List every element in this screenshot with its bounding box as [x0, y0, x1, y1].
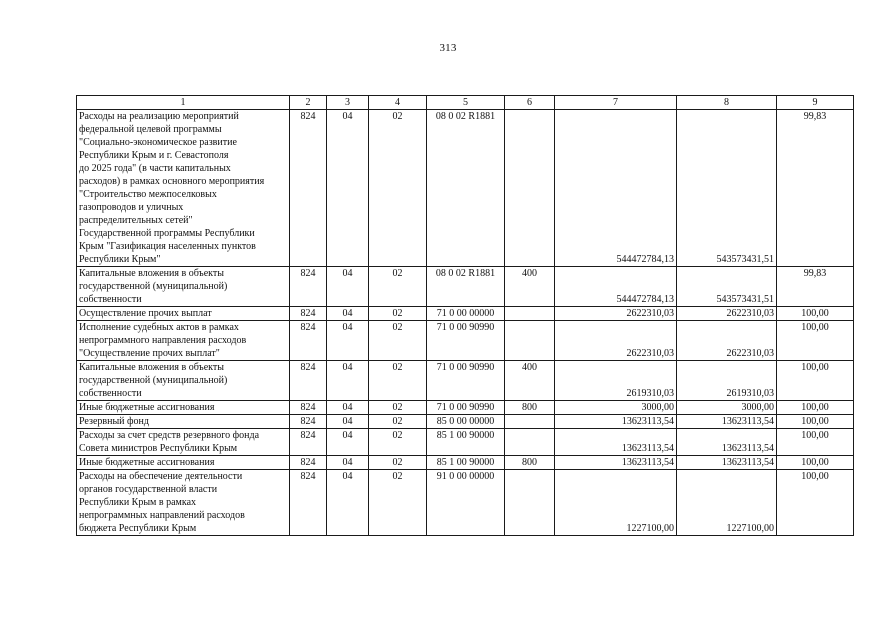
target-article-cell: 71 0 00 90990 [427, 401, 505, 415]
expense-type-cell: 800 [505, 401, 555, 415]
executed-amount-cell: 13623113,54 [677, 415, 777, 429]
target-article-cell: 08 0 02 R1881 [427, 267, 505, 307]
expense-name-cell: Резервный фонд [77, 415, 290, 429]
planned-amount-cell: 2622310,03 [555, 307, 677, 321]
execution-percent-cell: 100,00 [777, 456, 854, 470]
planned-amount-cell: 1227100,00 [555, 470, 677, 536]
planned-amount-cell: 544472784,13 [555, 110, 677, 267]
expense-type-cell [505, 321, 555, 361]
expense-name-cell: Расходы за счет средств резервного фонда Совета министров Республики Крым [77, 429, 290, 456]
expense-type-cell [505, 307, 555, 321]
section-code-cell: 04 [327, 361, 369, 401]
target-article-cell: 71 0 00 90990 [427, 361, 505, 401]
subsection-code-cell: 02 [369, 470, 427, 536]
execution-percent-cell: 100,00 [777, 321, 854, 361]
target-article-cell: 85 1 00 90000 [427, 429, 505, 456]
target-article-cell: 71 0 00 90990 [427, 321, 505, 361]
executed-amount-cell: 2619310,03 [677, 361, 777, 401]
budget-execution-table [76, 95, 854, 536]
column-header: 1 [77, 96, 290, 110]
subsection-code-cell: 02 [369, 456, 427, 470]
expense-name-cell: Расходы на реализацию мероприятий федеральной целевой программы "Социально-экономическое развитие Республики Крым и г. Севастополя до 2025 года" (в части капитальных расходов) в рамках основного мероприятия "Строительство межпоселковых газопроводов и уличных распределительных сетей" Государственной программы Республики Крым "Газификация населенных пунктов Республики Крым" [77, 110, 290, 267]
executed-amount-cell: 543573431,51 [677, 110, 777, 267]
subsection-code-cell: 02 [369, 361, 427, 401]
ministry-code-cell: 824 [290, 307, 327, 321]
table-row [77, 429, 854, 456]
section-code-cell: 04 [327, 456, 369, 470]
table-row [77, 307, 854, 321]
subsection-code-cell: 02 [369, 415, 427, 429]
target-article-cell: 71 0 00 00000 [427, 307, 505, 321]
target-article-cell: 91 0 00 00000 [427, 470, 505, 536]
subsection-code-cell: 02 [369, 401, 427, 415]
execution-percent-cell: 100,00 [777, 401, 854, 415]
executed-amount-cell: 2622310,03 [677, 307, 777, 321]
execution-percent-cell: 100,00 [777, 415, 854, 429]
column-header: 3 [327, 96, 369, 110]
planned-amount-cell: 13623113,54 [555, 415, 677, 429]
column-header: 2 [290, 96, 327, 110]
subsection-code-cell: 02 [369, 110, 427, 267]
executed-amount-cell: 1227100,00 [677, 470, 777, 536]
expense-type-cell [505, 415, 555, 429]
execution-percent-cell: 100,00 [777, 470, 854, 536]
target-article-cell: 08 0 02 R1881 [427, 110, 505, 267]
expense-type-cell: 800 [505, 456, 555, 470]
section-code-cell: 04 [327, 267, 369, 307]
planned-amount-cell: 3000,00 [555, 401, 677, 415]
ministry-code-cell: 824 [290, 401, 327, 415]
expense-name-cell: Расходы на обеспечение деятельности органов государственной власти Республики Крым в рамках непрограммных направлений расходов бюджета Республики Крым [77, 470, 290, 536]
expense-name-cell: Исполнение судебных актов в рамках непрограммного направления расходов "Осуществление прочих выплат" [77, 321, 290, 361]
executed-amount-cell: 2622310,03 [677, 321, 777, 361]
section-code-cell: 04 [327, 307, 369, 321]
expense-type-cell [505, 110, 555, 267]
table-header-row [77, 96, 854, 110]
expense-name-cell: Осуществление прочих выплат [77, 307, 290, 321]
column-header: 6 [505, 96, 555, 110]
table-row [77, 110, 854, 267]
section-code-cell: 04 [327, 401, 369, 415]
section-code-cell: 04 [327, 110, 369, 267]
executed-amount-cell: 3000,00 [677, 401, 777, 415]
ministry-code-cell: 824 [290, 470, 327, 536]
planned-amount-cell: 13623113,54 [555, 456, 677, 470]
expense-name-cell: Иные бюджетные ассигнования [77, 401, 290, 415]
ministry-code-cell: 824 [290, 456, 327, 470]
planned-amount-cell: 2622310,03 [555, 321, 677, 361]
column-header: 7 [555, 96, 677, 110]
ministry-code-cell: 824 [290, 415, 327, 429]
expense-type-cell [505, 470, 555, 536]
page-number: 313 [439, 42, 457, 54]
execution-percent-cell: 99,83 [777, 110, 854, 267]
ministry-code-cell: 824 [290, 110, 327, 267]
expense-type-cell: 400 [505, 267, 555, 307]
table-row [77, 470, 854, 536]
expense-name-cell: Капитальные вложения в объекты государственной (муниципальной) собственности [77, 361, 290, 401]
execution-percent-cell: 99,83 [777, 267, 854, 307]
subsection-code-cell: 02 [369, 267, 427, 307]
planned-amount-cell: 2619310,03 [555, 361, 677, 401]
target-article-cell: 85 1 00 90000 [427, 456, 505, 470]
subsection-code-cell: 02 [369, 321, 427, 361]
section-code-cell: 04 [327, 321, 369, 361]
planned-amount-cell: 544472784,13 [555, 267, 677, 307]
ministry-code-cell: 824 [290, 267, 327, 307]
table-row [77, 321, 854, 361]
column-header: 9 [777, 96, 854, 110]
section-code-cell: 04 [327, 429, 369, 456]
table-row [77, 267, 854, 307]
ministry-code-cell: 824 [290, 361, 327, 401]
executed-amount-cell: 543573431,51 [677, 267, 777, 307]
column-header: 8 [677, 96, 777, 110]
column-header: 4 [369, 96, 427, 110]
execution-percent-cell: 100,00 [777, 307, 854, 321]
section-code-cell: 04 [327, 415, 369, 429]
executed-amount-cell: 13623113,54 [677, 429, 777, 456]
subsection-code-cell: 02 [369, 307, 427, 321]
section-code-cell: 04 [327, 470, 369, 536]
table-row [77, 415, 854, 429]
table-row [77, 361, 854, 401]
column-header: 5 [427, 96, 505, 110]
subsection-code-cell: 02 [369, 429, 427, 456]
ministry-code-cell: 824 [290, 429, 327, 456]
table-row [77, 401, 854, 415]
execution-percent-cell: 100,00 [777, 429, 854, 456]
expense-type-cell: 400 [505, 361, 555, 401]
expense-type-cell [505, 429, 555, 456]
table-row [77, 456, 854, 470]
expense-name-cell: Капитальные вложения в объекты государственной (муниципальной) собственности [77, 267, 290, 307]
planned-amount-cell: 13623113,54 [555, 429, 677, 456]
execution-percent-cell: 100,00 [777, 361, 854, 401]
expense-name-cell: Иные бюджетные ассигнования [77, 456, 290, 470]
executed-amount-cell: 13623113,54 [677, 456, 777, 470]
target-article-cell: 85 0 00 00000 [427, 415, 505, 429]
ministry-code-cell: 824 [290, 321, 327, 361]
